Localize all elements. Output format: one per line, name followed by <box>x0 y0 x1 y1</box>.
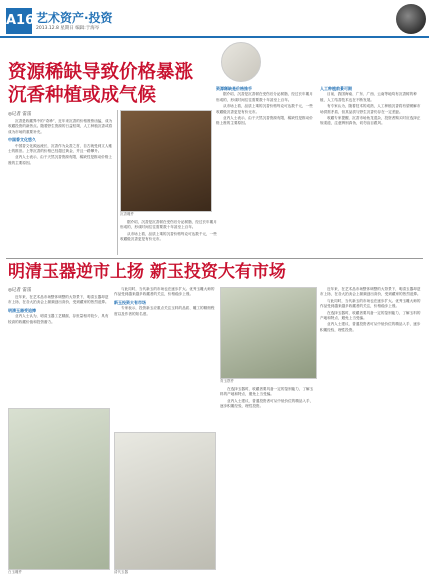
paragraph: 专家表示，投资新玉应重点关注玉料的品质、雕工的精细程度以及作者的知名度。 <box>114 306 215 316</box>
paragraph: 有专家认为，随着技术的成熟，人工种植沉香将有望缓解市场供需矛盾，但其品质与野生沉香仍存在一定差距。 <box>320 104 421 114</box>
article2-column-left <box>8 295 110 405</box>
subheading: 人工种植前景可期 <box>320 86 352 91</box>
dateline: 2013.12.8 星期日 编辑:于海岑 <box>36 26 100 31</box>
subheading: 新玉投资大有市场 <box>114 299 146 305</box>
article2-caption-middle: 清代玉器 <box>114 570 128 574</box>
paragraph: 业内人士表示，由于天然沉香资源有限，稀缺性是推动价格上涨的主要原因。 <box>216 116 313 126</box>
paragraph: 从市场上看，品质上乘的沉香价格每克可达数千元，一些收藏级沉香更是有价无市。 <box>216 104 313 114</box>
article1-photo-top <box>221 42 261 82</box>
article1-title-line2: 沉香种植或成气候 <box>8 85 157 106</box>
article1-column-left <box>8 119 114 255</box>
article1-column-right <box>320 84 421 255</box>
paragraph: 在选择玉器时，收藏者要具备一定的鉴别能力，了解玉料的产地和特点，避免上当受骗。 <box>220 387 314 397</box>
paragraph: 收藏专家提醒，沉香市场鱼龙混杂，投资者购买时应选择正规渠道，注意辨别真伪，切勿盲目跟风。 <box>320 116 421 126</box>
paragraph: 在选择玉器时，收藏者要具备一定的鉴别能力，了解玉料的产地和特点，避免上当受骗。 <box>320 310 421 321</box>
paragraph: 沉香是收藏界中的“奇珍”，近年来沉香的价格涨势凶猛，成为收藏投资的新热点。随着野生资源的日益枯竭，人工种植沉香或将成为市场的重要补充。 <box>8 119 113 134</box>
paragraph: 业内人士建议，普通投资者可从中低价位的精品入手，逐步积累经验，理性投资。 <box>220 398 314 409</box>
header-rule <box>0 36 429 38</box>
article2-photo-middle <box>114 432 216 570</box>
paragraph: 与此同时，当代新玉的市场也在逐步扩大。优秀玉雕大师的作品受到越来越多收藏者的关注，价格稳步上涨。 <box>114 287 215 297</box>
paragraph: 业内人士认为，明清玉器工艺精湛，存世量相对较少，具有较高的收藏价值和投资潜力。 <box>8 314 109 324</box>
article1-photo-main <box>120 110 212 212</box>
article2-photo-right <box>220 287 317 379</box>
paragraph: 从市场上看，品质上乘的沉香价格每克可达数千元，一些收藏级沉香更是有价无市。 <box>120 231 217 242</box>
subheading: 中国香文化悠久 <box>8 137 36 143</box>
article1-column-middle <box>120 220 220 255</box>
article1-column-center-right <box>216 84 316 255</box>
page-number-badge: A16 <box>6 8 32 34</box>
article2-caption-right: 青玉摆件 <box>220 379 234 383</box>
article2-column-center-right <box>220 387 315 575</box>
paragraph: 业内人士建议，普通投资者可从中低价位的精品入手，逐步积累经验，理性投资。 <box>320 322 421 332</box>
article1-photo-caption: 沉香雕件 <box>120 212 134 216</box>
paragraph: 中国香文化源远流长，沉香作为众香之首，自古就受到文人雅士的推崇。上等沉香的价格已经超过黄金，并且一路攀升。 <box>8 143 113 154</box>
section-title: 艺术资产·投资 <box>36 11 113 25</box>
paragraph: 据介绍，沉香是沉香树在受伤后分泌树脂，经过长年累月形成的，形成时间往往需要数十年甚至上百年。 <box>216 92 313 102</box>
paragraph: 据介绍，沉香是沉香树在受伤后分泌树脂，经过长年累月形成的，形成时间往往需要数十年甚至上百年。 <box>120 220 217 230</box>
paragraph: 业内人士表示，由于天然沉香资源有限，稀缺性是推动价格上涨的主要原因。 <box>8 155 113 165</box>
seal-decoration <box>396 4 426 34</box>
article1-byline: ◎记者 雷雷 <box>8 112 32 117</box>
article1-title-line1: 资源稀缺导致价格暴涨 <box>8 62 194 83</box>
column-divider <box>117 110 118 255</box>
subheading: 资源稀缺是价格推手 <box>216 86 252 91</box>
article2-column-right <box>320 287 421 575</box>
subheading: 明清玉器受追捧 <box>8 307 36 313</box>
paragraph: 近年来，在艺术品市场整体调整的大背景下，明清玉器却逆市上扬，在各大拍卖会上频频创出高价，受到藏家的热烈追捧。 <box>8 295 109 305</box>
article2-title: 明清玉器逆市上扬 新玉投资大有市场 <box>8 262 286 282</box>
article2-caption-left: 白玉雕件 <box>8 570 22 574</box>
article2-column-middle <box>114 287 216 427</box>
paragraph: 近年来，在艺术品市场整体调整的大背景下，明清玉器却逆市上扬，在各大拍卖会上频频创出高价，受到藏家的热烈追捧。 <box>320 287 421 297</box>
paragraph: 目前，我国海南、广东、广西、云南等地均有沉香树的种植，人工结香技术也在不断发展。 <box>320 92 417 102</box>
article2-photo-left <box>8 408 110 570</box>
paragraph: 与此同时，当代新玉的市场也在逐步扩大。优秀玉雕大师的作品受到越来越多收藏者的关注，价格稳步上涨。 <box>320 298 421 309</box>
section-divider <box>6 258 423 259</box>
article2-byline: ◎记者 雷雷 <box>8 288 32 293</box>
